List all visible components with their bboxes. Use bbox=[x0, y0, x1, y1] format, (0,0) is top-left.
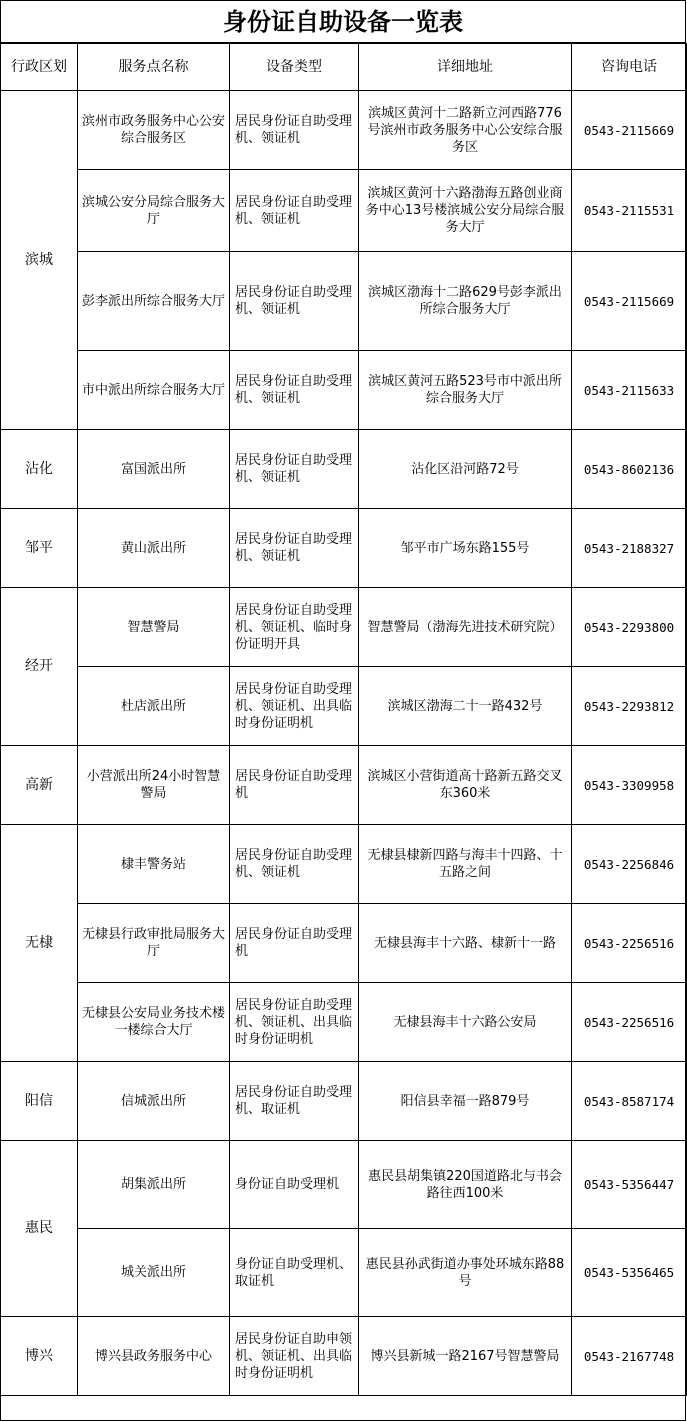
service-point-cell: 棣丰警务站 bbox=[78, 825, 230, 904]
district-cell: 博兴 bbox=[1, 1317, 78, 1396]
device-type-cell: 居民身份证自助受理机、领证机 bbox=[230, 430, 359, 509]
phone-cell: 0543-2256516 bbox=[572, 983, 687, 1062]
service-point-cell: 杜店派出所 bbox=[78, 667, 230, 746]
table-row bbox=[1, 170, 687, 252]
address-cell: 滨城区渤海十二路629号彭李派出所综合服务大厅 bbox=[359, 252, 572, 351]
header-phone: 咨询电话 bbox=[572, 44, 687, 91]
address-cell: 阳信县幸福一路879号 bbox=[359, 1062, 572, 1141]
phone-cell: 0543-2256516 bbox=[572, 904, 687, 983]
table-row bbox=[1, 351, 687, 430]
header-address: 详细地址 bbox=[359, 44, 572, 91]
district-cell: 滨城 bbox=[1, 91, 78, 430]
device-type-cell: 居民身份证自助受理机、领证机、出具临时身份证明机 bbox=[230, 667, 359, 746]
service-point-cell: 城关派出所 bbox=[78, 1229, 230, 1317]
service-point-cell: 富国派出所 bbox=[78, 430, 230, 509]
phone-cell: 0543-2188327 bbox=[572, 509, 687, 588]
table-row bbox=[1, 746, 687, 825]
header-device-type: 设备类型 bbox=[230, 44, 359, 91]
device-type-cell: 居民身份证自助受理机、领证机 bbox=[230, 91, 359, 170]
table-row bbox=[1, 667, 687, 746]
phone-cell: 0543-5356465 bbox=[572, 1229, 687, 1317]
service-point-cell: 滨城公安分局综合服务大厅 bbox=[78, 170, 230, 252]
table-row bbox=[1, 1229, 687, 1317]
address-cell: 无棣县棣新四路与海丰十四路、十五路之间 bbox=[359, 825, 572, 904]
address-cell: 无棣县海丰十六路、棣新十一路 bbox=[359, 904, 572, 983]
phone-cell: 0543-2115669 bbox=[572, 91, 687, 170]
device-type-cell: 居民身份证自助受理机、领证机 bbox=[230, 170, 359, 252]
service-point-cell: 无棣县行政审批局服务大厅 bbox=[78, 904, 230, 983]
phone-cell: 0543-2293800 bbox=[572, 588, 687, 667]
table-row bbox=[1, 1062, 687, 1141]
device-type-cell: 居民身份证自助受理机、领证机 bbox=[230, 351, 359, 430]
district-cell: 邹平 bbox=[1, 509, 78, 588]
device-type-cell: 居民身份证自助受理机 bbox=[230, 904, 359, 983]
phone-cell: 0543-3309958 bbox=[572, 746, 687, 825]
device-type-cell: 身份证自助受理机 bbox=[230, 1141, 359, 1229]
device-type-cell: 居民身份证自助受理机 bbox=[230, 746, 359, 825]
service-point-cell: 小营派出所24小时智慧警局 bbox=[78, 746, 230, 825]
address-cell: 无棣县海丰十六路公安局 bbox=[359, 983, 572, 1062]
device-type-cell: 居民身份证自助受理机、领证机 bbox=[230, 252, 359, 351]
phone-cell: 0543-2115669 bbox=[572, 252, 687, 351]
phone-cell: 0543-5356447 bbox=[572, 1141, 687, 1229]
district-cell: 经开 bbox=[1, 588, 78, 746]
service-point-cell: 博兴县政务服务中心 bbox=[78, 1317, 230, 1396]
table-row bbox=[1, 588, 687, 667]
device-type-cell: 居民身份证自助受理机、领证机 bbox=[230, 825, 359, 904]
phone-cell: 0543-2256846 bbox=[572, 825, 687, 904]
service-point-cell: 黄山派出所 bbox=[78, 509, 230, 588]
district-cell: 无棣 bbox=[1, 825, 78, 1062]
service-point-cell: 滨州市政务服务中心公安综合服务区 bbox=[78, 91, 230, 170]
device-type-cell: 居民身份证自助申领机、领证机、出具临时身份证明机 bbox=[230, 1317, 359, 1396]
address-cell: 智慧警局（渤海先进技术研究院） bbox=[359, 588, 572, 667]
table-body bbox=[1, 91, 687, 1396]
table-row bbox=[1, 904, 687, 983]
device-type-cell: 居民身份证自助受理机、取证机 bbox=[230, 1062, 359, 1141]
district-cell: 惠民 bbox=[1, 1141, 78, 1317]
phone-cell: 0543-2115633 bbox=[572, 351, 687, 430]
district-cell: 高新 bbox=[1, 746, 78, 825]
address-cell: 博兴县新城一路2167号智慧警局 bbox=[359, 1317, 572, 1396]
phone-cell: 0543-2167748 bbox=[572, 1317, 687, 1396]
address-cell: 滨城区黄河十二路新立河西路776号滨州市政务服务中心公安综合服务区 bbox=[359, 91, 572, 170]
service-point-cell: 信城派出所 bbox=[78, 1062, 230, 1141]
address-cell: 惠民县胡集镇220国道路北与书会路往西100米 bbox=[359, 1141, 572, 1229]
table-row bbox=[1, 825, 687, 904]
address-cell: 滨城区黄河五路523号市中派出所综合服务大厅 bbox=[359, 351, 572, 430]
district-cell: 沾化 bbox=[1, 430, 78, 509]
page-title: 身份证自助设备一览表 bbox=[1, 1, 685, 43]
district-cell: 阳信 bbox=[1, 1062, 78, 1141]
table-row bbox=[1, 1317, 687, 1396]
device-type-cell: 居民身份证自助受理机、领证机、出具临时身份证明机 bbox=[230, 983, 359, 1062]
table-row bbox=[1, 430, 687, 509]
service-point-cell: 彭李派出所综合服务大厅 bbox=[78, 252, 230, 351]
phone-cell: 0543-8587174 bbox=[572, 1062, 687, 1141]
table-row bbox=[1, 252, 687, 351]
header-service-point: 服务点名称 bbox=[78, 44, 230, 91]
phone-cell: 0543-8602136 bbox=[572, 430, 687, 509]
address-cell: 邹平市广场东路155号 bbox=[359, 509, 572, 588]
service-point-cell: 胡集派出所 bbox=[78, 1141, 230, 1229]
table-row bbox=[1, 1141, 687, 1229]
address-cell: 滨城区渤海二十一路432号 bbox=[359, 667, 572, 746]
address-cell: 滨城区小营街道高十路新五路交叉东360米 bbox=[359, 746, 572, 825]
table-header-row bbox=[1, 44, 687, 91]
service-point-cell: 市中派出所综合服务大厅 bbox=[78, 351, 230, 430]
device-type-cell: 居民身份证自助受理机、领证机、临时身份证明开具 bbox=[230, 588, 359, 667]
device-type-cell: 身份证自助受理机、取证机 bbox=[230, 1229, 359, 1317]
address-cell: 惠民县孙武街道办事处环城东路88号 bbox=[359, 1229, 572, 1317]
service-point-cell: 智慧警局 bbox=[78, 588, 230, 667]
table-row bbox=[1, 91, 687, 170]
table-row bbox=[1, 509, 687, 588]
device-type-cell: 居民身份证自助受理机、领证机 bbox=[230, 509, 359, 588]
phone-cell: 0543-2293812 bbox=[572, 667, 687, 746]
address-cell: 滨城区黄河十六路渤海五路创业商务中心13号楼滨城公安分局综合服务大厅 bbox=[359, 170, 572, 252]
service-point-cell: 无棣县公安局业务技术楼一楼综合大厅 bbox=[78, 983, 230, 1062]
service-point-table bbox=[0, 43, 687, 1396]
table-row bbox=[1, 983, 687, 1062]
header-district: 行政区划 bbox=[1, 44, 78, 91]
address-cell: 沾化区沿河路72号 bbox=[359, 430, 572, 509]
phone-cell: 0543-2115531 bbox=[572, 170, 687, 252]
